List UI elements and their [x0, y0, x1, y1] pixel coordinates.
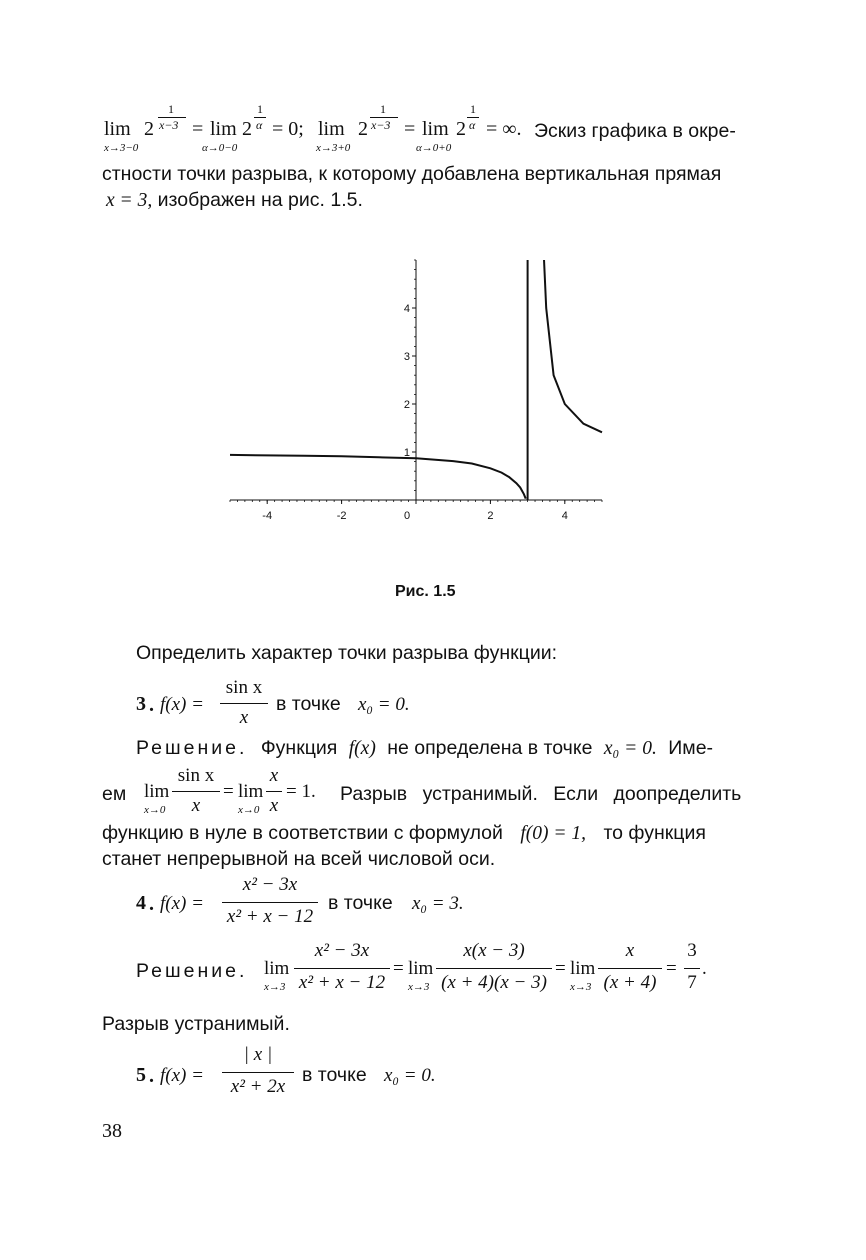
- lim-subscript: x→3−0: [104, 142, 139, 154]
- equals-zero: = 0;: [272, 118, 304, 140]
- denominator: x² + 2x: [230, 1076, 286, 1097]
- lim-operator: lim: [210, 118, 237, 140]
- fraction-bar: [266, 791, 282, 792]
- solution-text: ем: [102, 783, 127, 805]
- equals-sign: =: [192, 118, 204, 140]
- task-number: 5: [136, 1064, 146, 1086]
- task-intro: Определить характер точки разрыва функции:: [136, 642, 558, 664]
- fraction: [294, 940, 390, 1000]
- period: .: [702, 958, 707, 979]
- inline-math: f(x): [348, 738, 376, 759]
- lim-subscript: x→3: [570, 981, 592, 993]
- point-text: в точке: [328, 892, 393, 914]
- lim-subscript: x→0: [144, 804, 166, 816]
- exponent-numerator: 1: [470, 102, 476, 116]
- base-two: 2: [242, 118, 252, 140]
- exponent-denominator: x−3: [371, 118, 391, 132]
- function-graph: [200, 250, 620, 540]
- x-tick-label: -2: [336, 510, 347, 522]
- exponent-denominator: α: [469, 118, 476, 132]
- paragraph-line: [102, 189, 363, 212]
- task-dot: .: [149, 1065, 154, 1087]
- equals-infinity: = ∞.: [486, 118, 522, 140]
- equals-sign: =: [666, 958, 677, 979]
- solution-4: [136, 940, 736, 1000]
- denominator: (x + 4): [603, 972, 657, 993]
- lim-operator: lim: [408, 958, 434, 979]
- equals-one: = 1.: [286, 781, 316, 802]
- fraction-bar: [172, 791, 220, 792]
- function-lhs: f(x) =: [160, 893, 204, 914]
- point-value: x₀ = 0.: [358, 694, 410, 715]
- fraction-bar: [220, 703, 268, 704]
- fraction-bar: [222, 1072, 294, 1073]
- x-tick-label: 0: [403, 510, 411, 522]
- task-3: [136, 675, 536, 735]
- solution-label: Решение.: [136, 960, 248, 982]
- lim-operator: lim: [238, 781, 264, 802]
- fraction: [220, 675, 268, 733]
- numerator: sin x: [225, 677, 263, 698]
- solution-text: функцию в нуле в соответствии с формулой: [102, 822, 503, 844]
- solution-line: [102, 763, 762, 821]
- x-tick-label: 2: [487, 510, 494, 522]
- task-dot: .: [149, 893, 154, 915]
- lim-operator: lim: [422, 118, 449, 140]
- task-4: [136, 872, 556, 932]
- numerator: x² − 3x: [314, 940, 370, 961]
- sentence-tail: Эскиз графика в окре-: [534, 120, 736, 142]
- fraction: [222, 1044, 294, 1104]
- solution-label: Решение.: [136, 737, 248, 759]
- solution-line: [102, 822, 706, 845]
- function-curve-1: [230, 455, 526, 499]
- point-value: x₀ = 3.: [412, 893, 464, 914]
- fraction-bar: [294, 968, 390, 969]
- x-tick-label: -4: [262, 510, 273, 522]
- equals-sign: =: [555, 958, 566, 979]
- fraction: [436, 940, 552, 1000]
- solution-line: станет непрерывной на всей числовой оси.: [102, 848, 496, 870]
- solution-conclusion: Разрыв устранимый.: [102, 1013, 290, 1035]
- page-number: 38: [102, 1120, 122, 1142]
- numerator: x² − 3x: [242, 874, 298, 895]
- fraction-bar: [436, 968, 552, 969]
- paragraph-line: стности точки разрыва, к которому добавлена вертикальная прямая: [102, 163, 722, 185]
- exponent-numerator: 1: [257, 102, 263, 116]
- denominator: x: [191, 795, 201, 816]
- denominator: x² + x − 12: [226, 906, 314, 927]
- task-number: 3: [136, 693, 146, 715]
- numerator: sin x: [177, 765, 215, 786]
- exponent-numerator: 1: [168, 102, 174, 116]
- task-dot: .: [149, 694, 154, 716]
- base-two: 2: [456, 118, 466, 140]
- fraction-bar: [222, 902, 318, 903]
- fraction: [266, 763, 282, 821]
- fraction: [684, 940, 700, 1000]
- lim-operator: lim: [104, 118, 131, 140]
- fraction: [598, 940, 662, 1000]
- point-text: в точке: [276, 693, 341, 715]
- numerator: x: [625, 940, 635, 961]
- function-curve-2: [537, 250, 602, 432]
- task-5: [136, 1044, 536, 1104]
- lim-subscript: x→3: [264, 981, 286, 993]
- base-two: 2: [358, 118, 368, 140]
- lim-subscript: α→0+0: [416, 142, 452, 154]
- solution-text: то функция: [603, 822, 706, 844]
- numerator: x: [269, 765, 279, 786]
- denominator: 7: [687, 972, 697, 993]
- equals-sign: =: [393, 958, 404, 979]
- exponent-denominator: α: [256, 118, 263, 132]
- numerator: x(x − 3): [463, 940, 525, 961]
- numerator: 3: [687, 940, 697, 961]
- solution-text: Разрыв устранимый. Если доопределить: [340, 783, 742, 805]
- lim-operator: lim: [264, 958, 290, 979]
- inline-math: x = 3,: [106, 190, 153, 211]
- limits-formula: [104, 100, 764, 162]
- fraction: [172, 763, 220, 821]
- function-lhs: f(x) =: [160, 1065, 204, 1086]
- inline-math: x₀ = 0.: [603, 738, 657, 759]
- y-tick-label: 4: [403, 303, 410, 315]
- fraction: [222, 872, 318, 932]
- solution-text: Име-: [668, 737, 714, 759]
- lim-subscript: x→3: [408, 981, 430, 993]
- lim-operator: lim: [144, 781, 170, 802]
- point-text: в точке: [302, 1064, 367, 1086]
- inline-math: f(0) = 1,: [520, 823, 587, 844]
- y-tick-label: 3: [403, 351, 410, 363]
- base-two: 2: [144, 118, 154, 140]
- task-number: 4: [136, 892, 146, 914]
- point-value: x₀ = 0.: [384, 1065, 436, 1086]
- fraction-bar: [684, 968, 700, 969]
- solution-line: [136, 737, 713, 760]
- paragraph-text: изображен на рис. 1.5.: [157, 189, 363, 211]
- fraction-bar: [598, 968, 662, 969]
- y-tick-label: 1: [403, 447, 410, 459]
- exponent-denominator: x−3: [159, 118, 179, 132]
- denominator: x² + x − 12: [298, 972, 386, 993]
- solution-text: Функция: [260, 737, 338, 759]
- denominator: (x + 4)(x − 3): [441, 972, 547, 993]
- figure-caption: Рис. 1.5: [395, 583, 456, 600]
- exponent-numerator: 1: [380, 102, 386, 116]
- lim-subscript: x→0: [238, 804, 260, 816]
- denominator: x: [269, 795, 279, 816]
- function-lhs: f(x) =: [160, 694, 204, 715]
- solution-text: не определена в точке: [387, 737, 593, 759]
- y-tick-label: 2: [403, 399, 410, 411]
- x-tick-label: 4: [561, 510, 568, 522]
- lim-operator: lim: [570, 958, 596, 979]
- lim-subscript: α→0−0: [202, 142, 238, 154]
- numerator: | x |: [243, 1044, 273, 1065]
- denominator: x: [239, 707, 249, 728]
- lim-subscript: x→3+0: [316, 142, 351, 154]
- lim-operator: lim: [318, 118, 345, 140]
- equals-sign: =: [223, 781, 234, 802]
- equals-sign: =: [404, 118, 416, 140]
